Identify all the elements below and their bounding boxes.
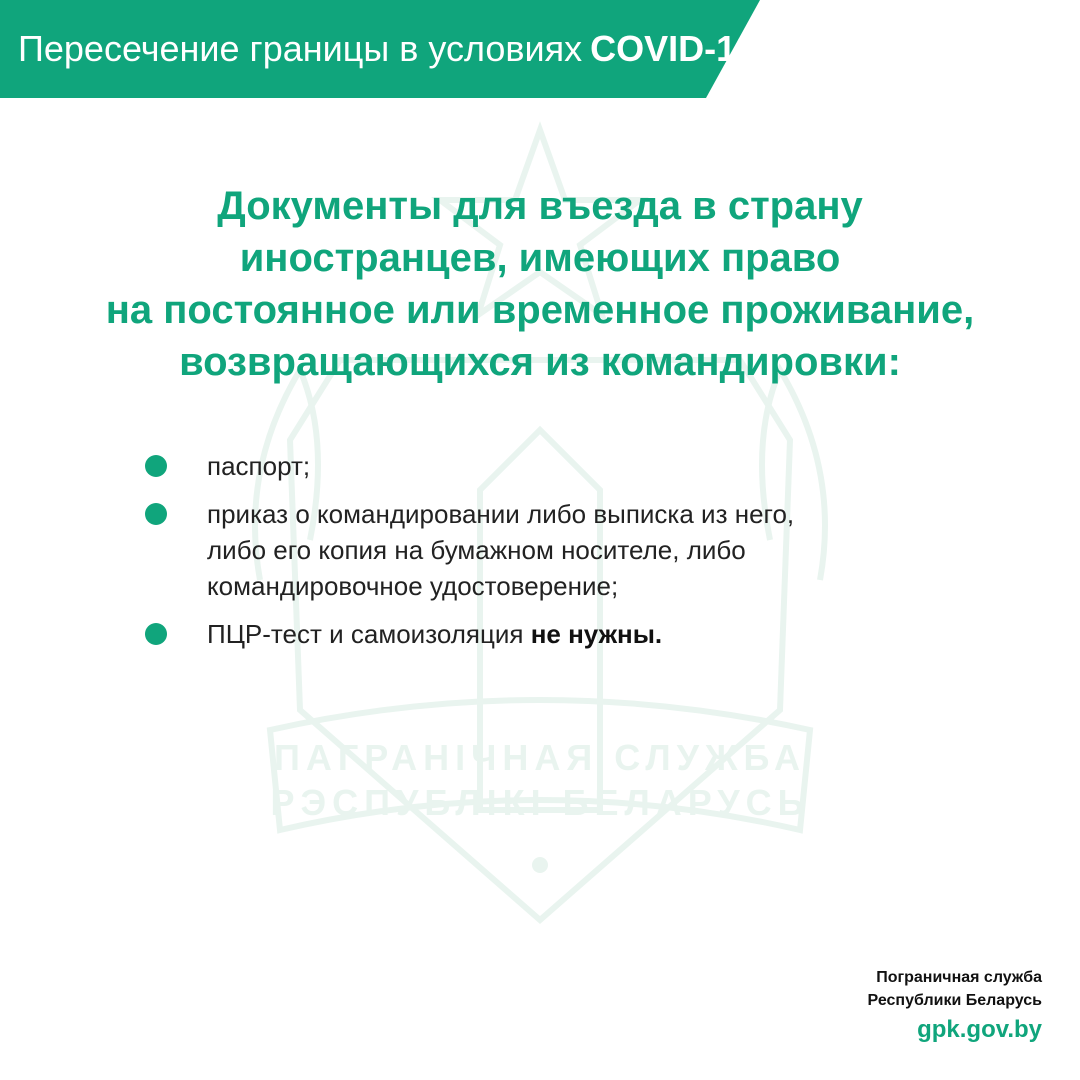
documents-list [145,448,945,664]
footer-organization [868,966,1042,1012]
svg-text:РЭСПУБЛІКІ БЕЛАРУСЬ: РЭСПУБЛІКІ БЕЛАРУСЬ [270,782,810,823]
title-line: иностранцев, имеющих право [239,236,841,280]
list-item-text: паспорт; [207,451,311,481]
header-title-bold: COVID-19 [590,28,757,69]
footer-org-line: Пограничная служба [876,969,1042,986]
svg-text:ПАГРАНІЧНАЯ СЛУЖБА: ПАГРАНІЧНАЯ СЛУЖБА [273,737,807,778]
footer-org-line: Республики Беларусь [867,992,1042,1009]
list-item-line: приказ о командировании либо выписка из него, [207,499,795,529]
list-item [145,496,945,604]
list-item [145,616,945,652]
list-item-line: командировочное удостоверение; [207,571,619,601]
header-title-light: Пересечение границы в условиях [18,28,583,69]
bullet-icon [145,455,167,477]
bullet-icon [145,503,167,525]
title-line: возвращающихся из командировки: [179,340,901,384]
list-item [145,448,945,484]
list-item-text: ПЦР-тест и самоизоляция [207,619,524,649]
title-line: Документы для въезда в страну [217,184,863,228]
page-title [0,180,1080,388]
list-item-line: либо его копия на бумажном носителе, либо [207,535,746,565]
website-link[interactable]: gpk.gov.by [917,1016,1042,1043]
list-item-bold: не нужны. [530,619,663,649]
bullet-icon [145,623,167,645]
header-title [18,26,756,72]
title-line: на постоянное или временное проживание, [105,288,975,332]
